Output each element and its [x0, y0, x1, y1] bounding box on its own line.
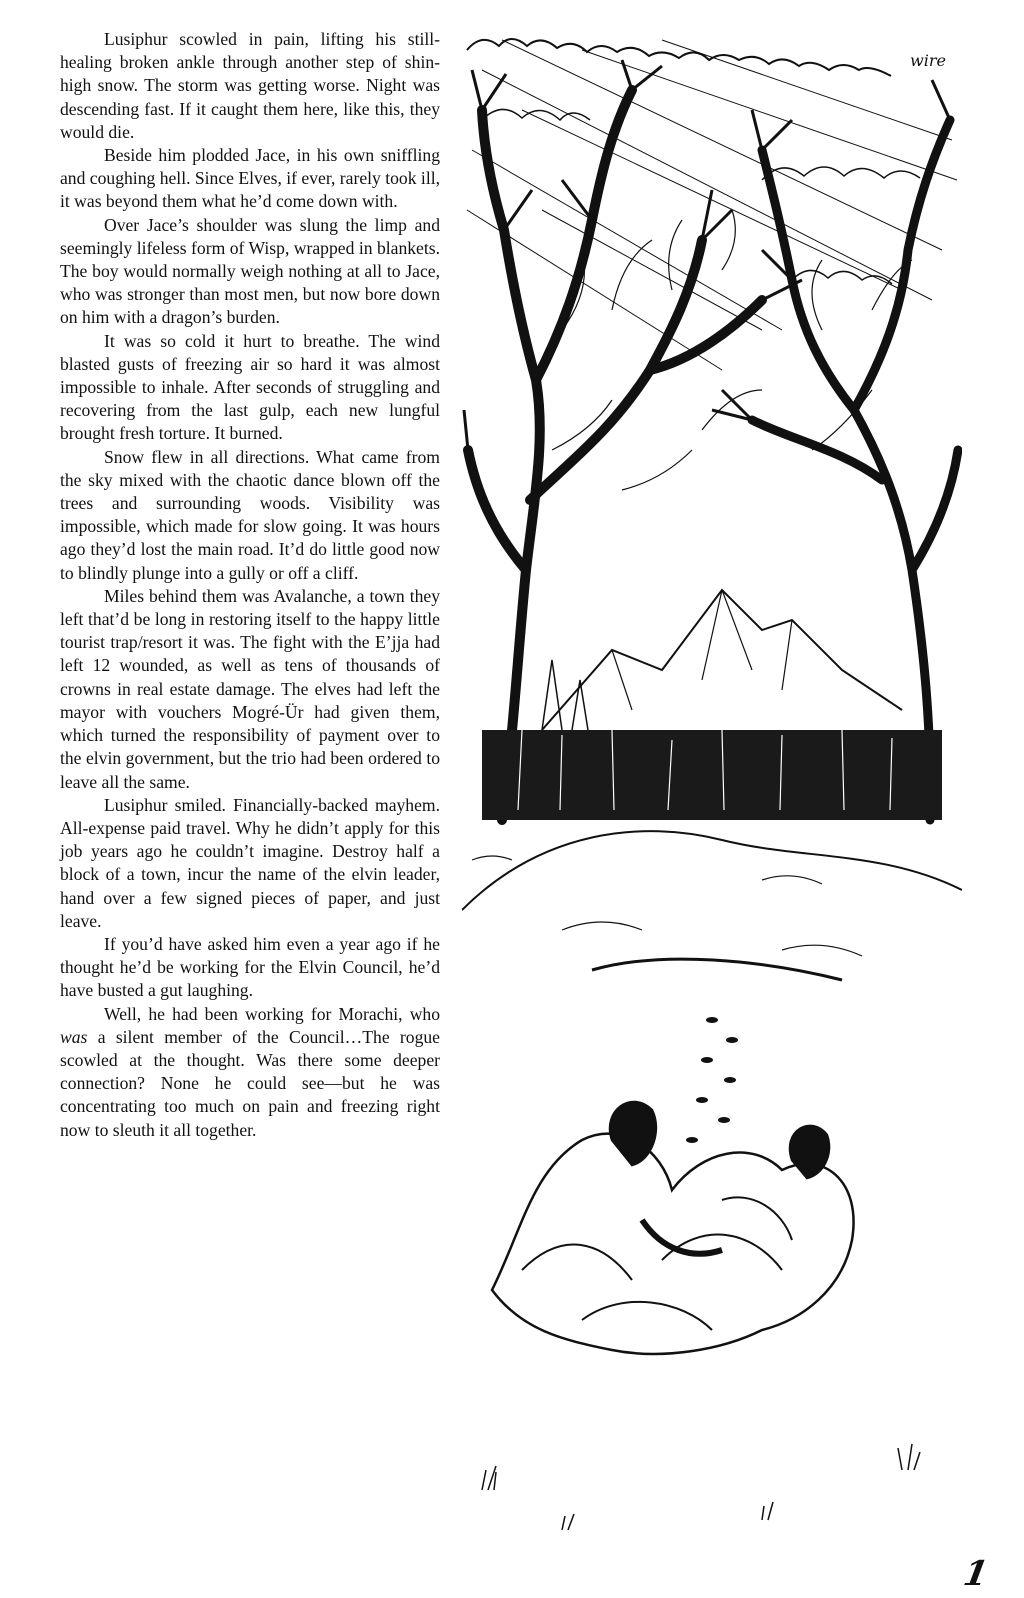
illustration-drawing	[462, 30, 962, 1558]
footprints	[686, 1017, 738, 1163]
last-paragraph-start: Well, he had been working for Morachi, who	[104, 1003, 440, 1024]
story-paragraph-9	[60, 1003, 440, 1142]
artist-signature: wire	[910, 51, 946, 70]
storm-clouds	[467, 39, 891, 76]
page-number: 1	[960, 1554, 992, 1594]
story-paragraph-3: Over Jace’s shoulder was slung the limp and seemingly lifeless form of Wisp, wrapped in blankets. The boy would normally weigh nothing at all to Jace, who was stronger than most men, but now bore down on him with a dragon’s burden.	[60, 214, 440, 328]
right-tree	[752, 120, 958, 820]
story-paragraph-5: Snow flew in all directions. What came from the sky mixed with the chaotic dance blown off the trees and surrounding woods. Visibility was impossible, which made for slow going. It was hours ago they’d lost the main road. It’d do little good now to blindly plunge into a gully or off a cliff.	[60, 446, 440, 583]
mountains	[542, 590, 902, 730]
winter-forest-illustration	[462, 30, 962, 1558]
story-paragraph-1: Lusiphur scowled in pain, lifting his still-healing broken ankle through another step of shin-high snow. The storm was getting worse. Night was descending fast. If it caught them here, like this, they would die.	[60, 29, 440, 142]
last-paragraph-end: a silent member of the Council…The rogue scowled at the thought. Was there some deeper connection? None he could see—but he was concentrating too much on pain and freezing right now to sleuth it all together.	[60, 1026, 440, 1140]
story-paragraph-2: Beside him plodded Jace, in his own sniffling and coughing hell. Since Elves, if ever, rarely took ill, it was beyond them what he’d come down with.	[60, 145, 440, 212]
story-paragraph-6: Miles behind them was Avalanche, a town they left that’d be long in restoring itself to the happy little tourist trap/resort it was. The fight with the E’jja had left 12 wounded, as well as tens of thousands of crowns in real estate damage. The elves had left the mayor with vouchers Mogré-Ür had given them, which turned the responsibility of payment over to the elvin government, but the trio had been ordered to leave all the same.	[60, 585, 440, 792]
story-text-column	[60, 28, 440, 1142]
story-paragraph-7: Lusiphur smiled. Financially-backed mayhem. All-expense paid travel. Why he didn’t apply for this job years ago he couldn’t imagine. Destroy half a block of a town, incur the name of the elvin leader, hand over a few signed pieces of paper, and just leave.	[60, 794, 440, 931]
grass-tufts	[482, 1444, 920, 1530]
story-paragraph-8: If you’d have asked him even a year ago if he thought he’d be working for the Elvin Council, he’d have busted a gut laughing.	[60, 933, 440, 1001]
tree-twigs	[552, 210, 912, 490]
wind-streaks	[467, 40, 957, 370]
left-tree	[468, 90, 762, 820]
emphasized-word: was	[60, 1026, 88, 1047]
snowy-clearing	[462, 831, 962, 910]
cloaked-travelers	[492, 1102, 854, 1354]
distant-forest	[482, 730, 942, 820]
story-paragraph-4: It was so cold it hurt to breathe. The wind blasted gusts of freezing air so hard it was almost impossible to inhale. After seconds of struggling and recovering from the last gulp, each new lungful brought fresh torture. It burned.	[60, 330, 440, 444]
